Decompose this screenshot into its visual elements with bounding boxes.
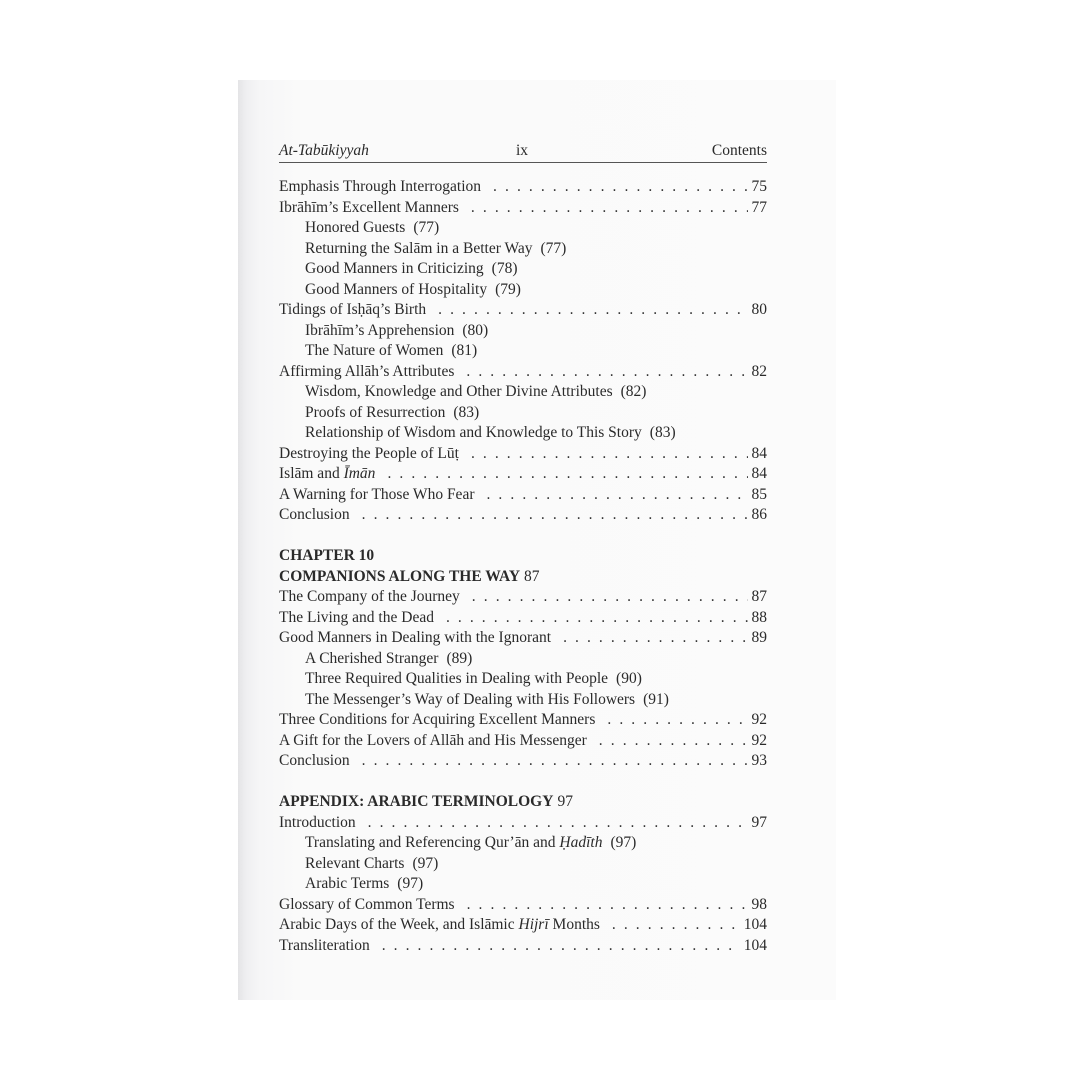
entry-page: 86 — [751, 506, 767, 523]
entry-title: Wisdom, Knowledge and Other Divine Attributes — [305, 383, 613, 400]
toc-subentry[interactable] — [279, 218, 767, 239]
entry-title — [279, 464, 375, 485]
toc-section-2 — [279, 587, 767, 772]
entry-title: Ibrāhīm’s Excellent Manners — [279, 198, 459, 216]
entry-page: 92 — [751, 711, 767, 728]
toc-subentry[interactable] — [279, 239, 767, 260]
toc-entry[interactable] — [279, 362, 767, 383]
entry-title: Honored Guests — [305, 219, 406, 236]
entry-page: 98 — [751, 895, 767, 913]
running-head — [279, 140, 767, 163]
entry-page: 80 — [751, 301, 767, 318]
toc-subentry[interactable] — [279, 259, 767, 280]
toc-subentry[interactable] — [279, 341, 767, 362]
appendix-title-text: APPENDIX: ARABIC TERMINOLOGY — [279, 793, 554, 810]
entry-title: Three Required Qualities in Dealing with People — [305, 670, 609, 687]
entry-title: Conclusion — [279, 506, 350, 523]
toc-entry[interactable] — [279, 915, 767, 936]
entry-title-part: Arabic Days of the Week, and Islāmic — [279, 916, 519, 933]
dot-leader — [493, 177, 747, 198]
appendix-title[interactable] — [279, 792, 767, 813]
entry-title: Proofs of Resurrection — [305, 403, 446, 421]
toc-entry[interactable] — [279, 813, 767, 834]
dot-leader — [472, 587, 748, 608]
toc-entry[interactable] — [279, 505, 767, 526]
toc-entry[interactable] — [279, 731, 767, 752]
entry-title: Arabic Terms — [305, 875, 390, 892]
entry-page: (89) — [446, 649, 473, 667]
entry-page: (83) — [453, 403, 480, 421]
dot-leader — [446, 608, 748, 629]
entry-page: 84 — [751, 465, 767, 482]
table-of-contents — [279, 177, 767, 956]
entry-title: Good Manners of Hospitality — [305, 280, 488, 298]
entry-title: Good Manners in Dealing with the Ignorant — [279, 629, 552, 646]
toc-entry[interactable] — [279, 300, 767, 321]
toc-entry[interactable] — [279, 628, 767, 649]
toc-section-1 — [279, 177, 767, 526]
toc-entry[interactable] — [279, 444, 767, 465]
entry-page: (80) — [462, 321, 489, 339]
toc-subentry[interactable] — [279, 382, 767, 403]
toc-entry[interactable] — [279, 895, 767, 916]
entry-title: The Company of the Journey — [279, 588, 460, 605]
toc-subentry[interactable] — [279, 321, 767, 342]
entry-title: Three Conditions for Acquiring Excellent Manners — [279, 711, 596, 728]
dot-leader — [438, 300, 747, 321]
entry-title: The Living and the Dead — [279, 608, 434, 626]
chapter-title-text: COMPANIONS ALONG THE WAY — [279, 567, 521, 585]
entry-title: A Warning for Those Who Fear — [279, 485, 475, 503]
entry-page: 97 — [751, 813, 767, 831]
entry-title: Relationship of Wisdom and Knowledge to This Story — [305, 424, 642, 441]
entry-title-italic: Ḥadīth — [559, 834, 603, 851]
section-gap — [279, 526, 767, 547]
entry-page: (77) — [540, 239, 567, 257]
dot-leader — [471, 444, 748, 465]
dot-leader — [387, 464, 747, 485]
entry-page: (82) — [620, 383, 647, 400]
toc-subentry[interactable] — [279, 280, 767, 301]
entry-page: (97) — [610, 834, 637, 851]
dot-leader — [599, 731, 748, 752]
entry-page: 88 — [751, 608, 767, 626]
toc-subentry[interactable] — [279, 690, 767, 711]
toc-section-3 — [279, 813, 767, 957]
entry-title: Glossary of Common Terms — [279, 895, 455, 913]
toc-subentry[interactable] — [279, 423, 767, 444]
dot-leader — [368, 813, 748, 834]
dot-leader — [486, 485, 747, 506]
entry-page: 104 — [743, 916, 767, 933]
entry-page: (79) — [495, 280, 521, 298]
section-title: Contents — [711, 142, 767, 159]
chapter-label[interactable]: CHAPTER 10 — [279, 547, 375, 564]
entry-title: The Nature of Women — [305, 342, 444, 359]
toc-entry[interactable] — [279, 608, 767, 629]
entry-page: (83) — [649, 424, 676, 441]
entry-page: 93 — [751, 752, 767, 769]
book-title: At-Tabūkiyyah — [279, 142, 369, 159]
entry-title-part: Translating and Referencing Qur’ān and — [305, 834, 560, 851]
chapter-title[interactable] — [279, 567, 767, 588]
dot-leader — [362, 505, 748, 526]
entry-title: Returning the Salām in a Better Way — [305, 239, 533, 257]
entry-page: 75 — [751, 178, 767, 195]
entry-title: Affirming Allāh’s Attributes — [279, 362, 455, 380]
entry-title: Good Manners in Criticizing — [305, 260, 484, 277]
entry-page: 85 — [751, 485, 767, 503]
contents-page — [279, 140, 767, 956]
entry-page: (77) — [413, 219, 440, 236]
entry-page: (91) — [643, 690, 669, 708]
toc-entry[interactable] — [279, 936, 767, 957]
entry-page: (90) — [616, 670, 642, 687]
chapter-page: 87 — [524, 567, 540, 585]
entry-page: (97) — [412, 854, 439, 872]
toc-entry[interactable] — [279, 710, 767, 731]
page-number: ix — [516, 142, 529, 159]
toc-subentry[interactable] — [279, 833, 767, 854]
entry-title: Ibrāhīm’s Apprehension — [305, 321, 455, 339]
entry-title: Emphasis Through Interrogation — [279, 178, 482, 195]
appendix-page: 97 — [557, 793, 573, 810]
entry-title-italic: Īmān — [343, 465, 376, 482]
entry-title-part: Islām and — [279, 465, 344, 482]
entry-page: 84 — [751, 444, 767, 462]
entry-page: 87 — [751, 588, 767, 605]
entry-title: The Messenger’s Way of Dealing with His Followers — [305, 690, 636, 708]
toc-entry[interactable] — [279, 587, 767, 608]
dot-leader — [467, 895, 748, 916]
entry-title: Transliteration — [279, 936, 370, 954]
toc-entry[interactable] — [279, 177, 767, 198]
dot-leader — [382, 936, 740, 957]
dot-leader — [471, 198, 748, 219]
entry-title — [279, 915, 600, 936]
entry-title: Introduction — [279, 813, 356, 831]
dot-leader — [466, 362, 747, 383]
entry-page: (78) — [491, 260, 518, 277]
dot-leader — [563, 628, 747, 649]
dot-leader — [612, 915, 740, 936]
toc-subentry[interactable] — [279, 854, 767, 875]
entry-title — [305, 833, 602, 854]
toc-entry[interactable] — [279, 485, 767, 506]
entry-title-part: Months — [548, 916, 600, 933]
toc-subentry[interactable] — [279, 874, 767, 895]
dot-leader — [607, 710, 747, 731]
toc-subentry[interactable] — [279, 669, 767, 690]
entry-title: Destroying the People of Lūṭ — [279, 444, 459, 462]
entry-page: 92 — [751, 731, 767, 749]
entry-title-italic: Hijrī — [518, 916, 549, 933]
toc-subentry[interactable] — [279, 649, 767, 670]
dot-leader — [362, 751, 748, 772]
toc-subentry[interactable] — [279, 403, 767, 424]
entry-title: A Cherished Stranger — [305, 649, 439, 667]
entry-page: 89 — [751, 629, 767, 646]
entry-page: 77 — [751, 198, 767, 216]
toc-entry[interactable] — [279, 198, 767, 219]
entry-page: 104 — [743, 936, 767, 954]
entry-title: Conclusion — [279, 752, 350, 769]
toc-entry[interactable] — [279, 751, 767, 772]
entry-page: 82 — [751, 362, 767, 380]
entry-title: Tidings of Isḥāq’s Birth — [279, 301, 427, 318]
section-gap — [279, 772, 767, 793]
entry-page: (97) — [397, 875, 424, 892]
entry-title: A Gift for the Lovers of Allāh and His Messenger — [279, 731, 587, 749]
entry-page: (81) — [451, 342, 478, 359]
entry-title: Relevant Charts — [305, 854, 405, 872]
toc-entry[interactable] — [279, 464, 767, 485]
